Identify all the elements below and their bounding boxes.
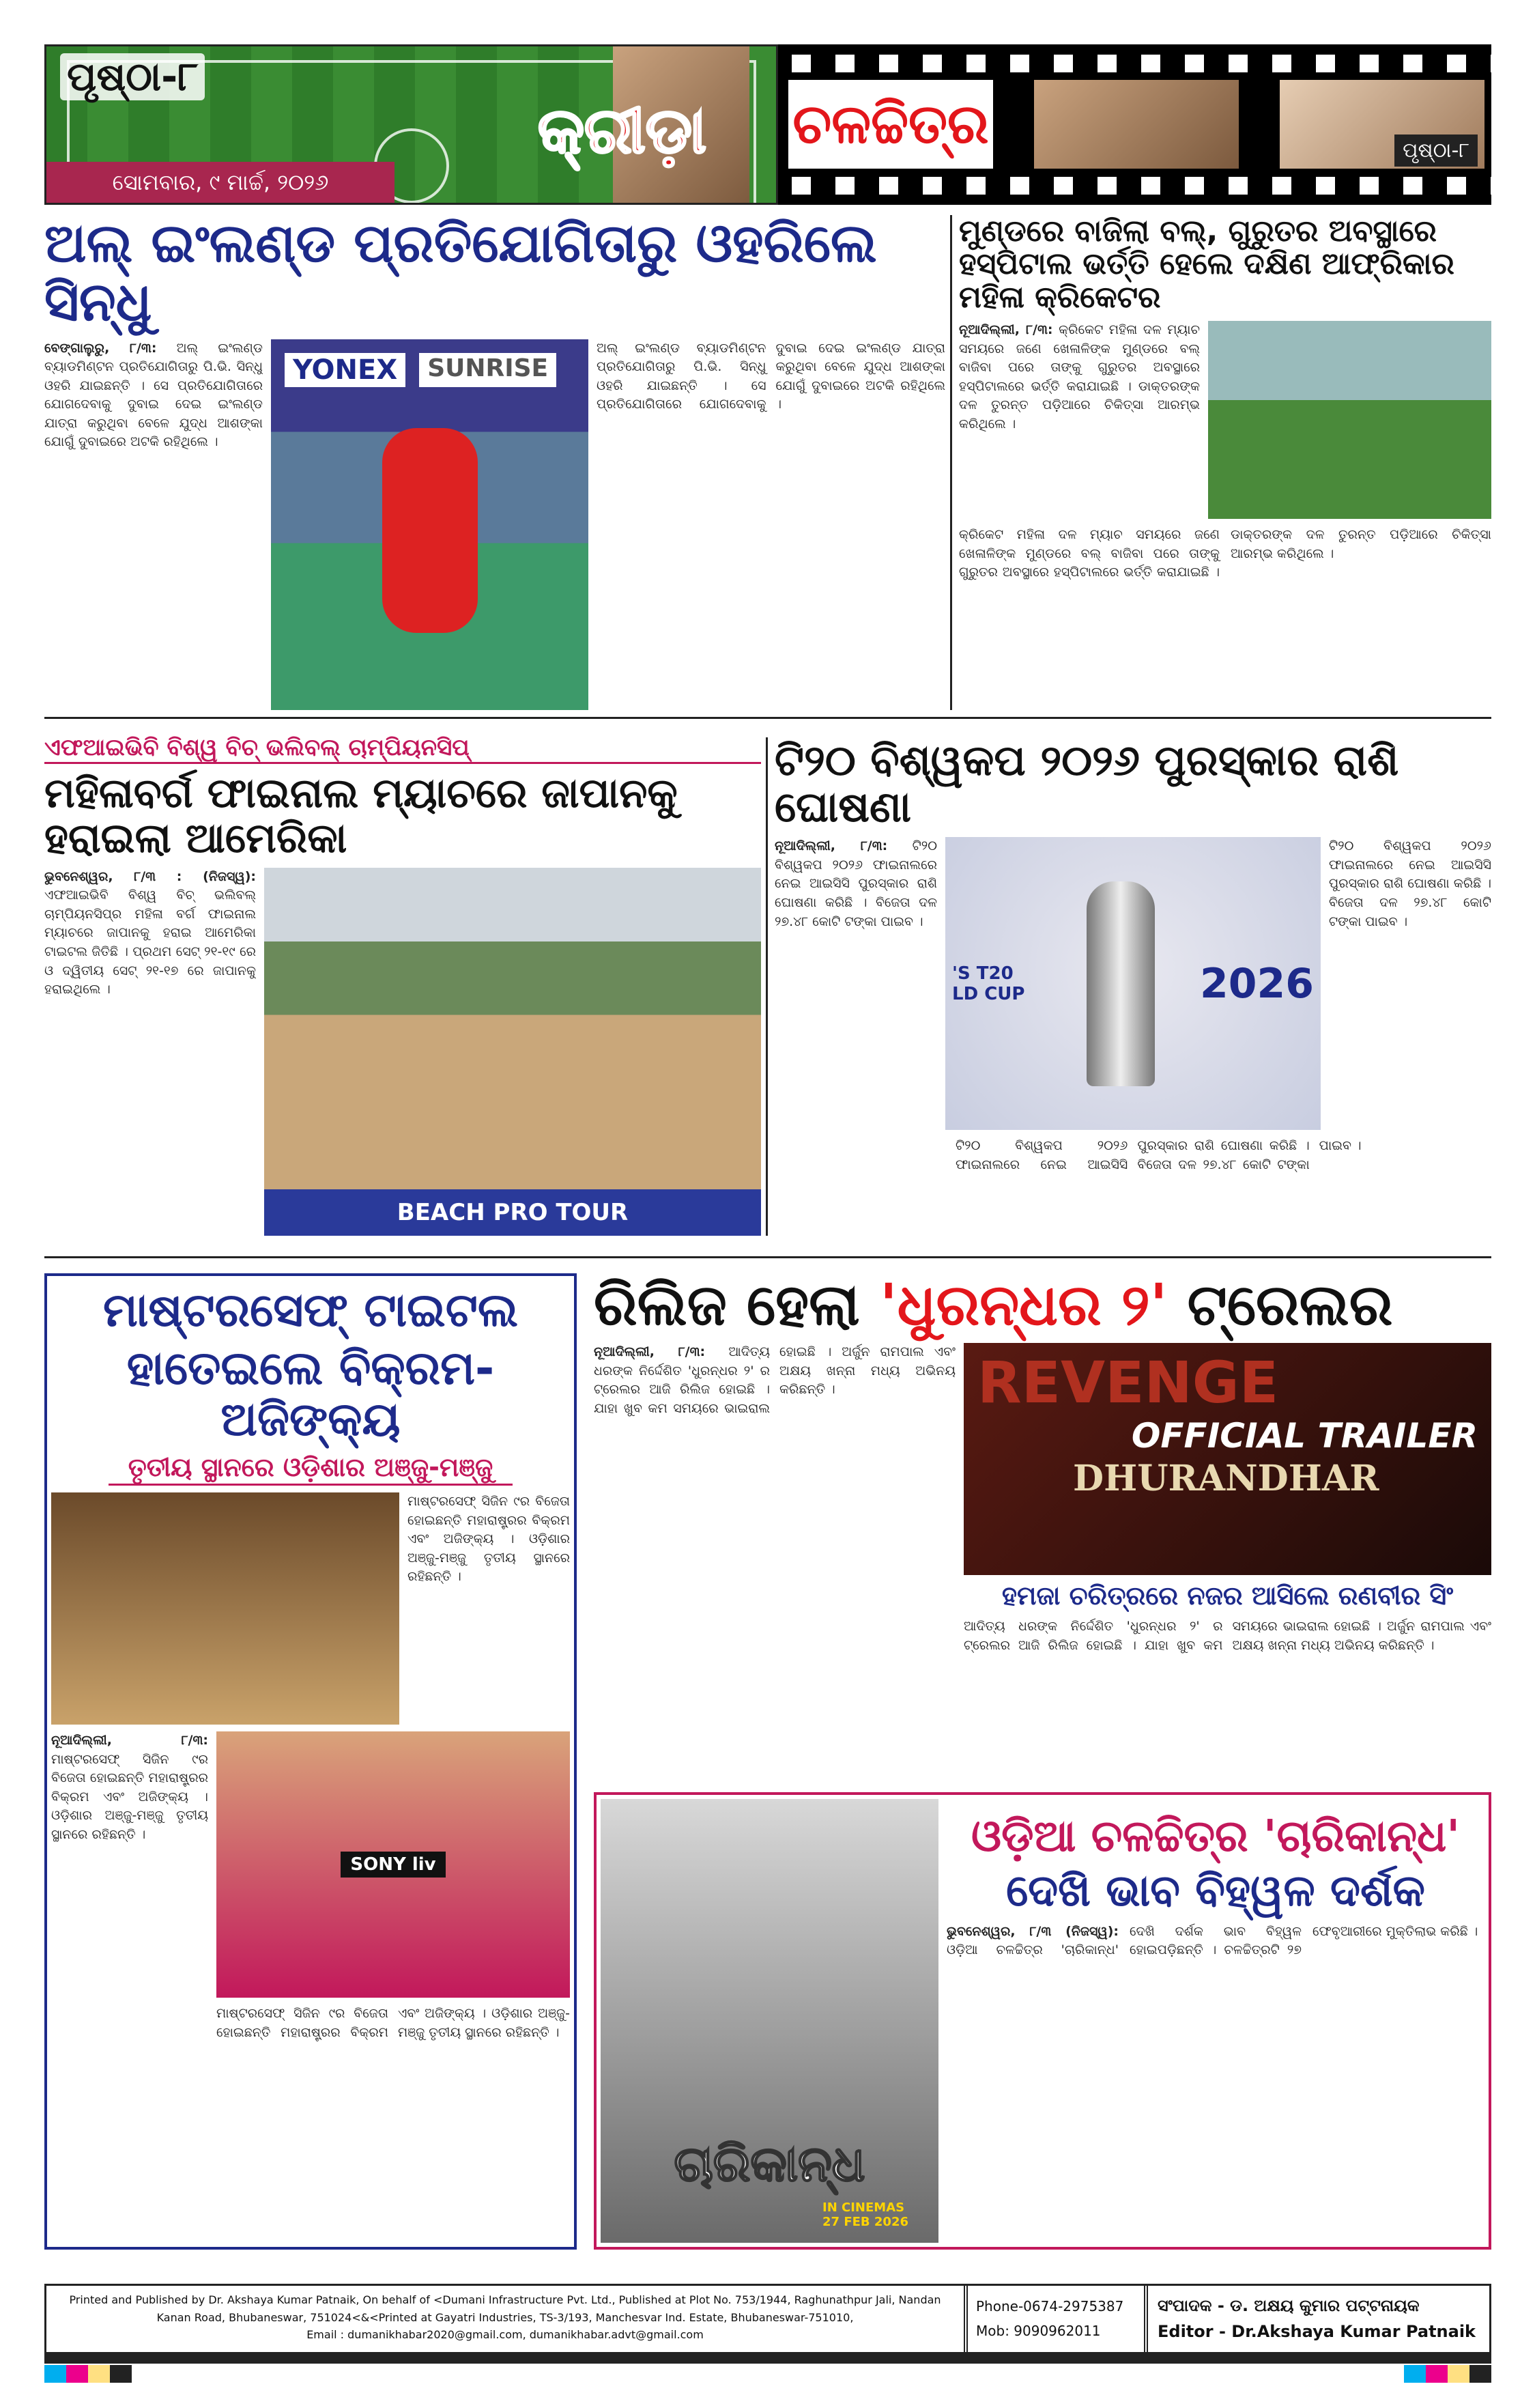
registration-magenta-right	[1426, 2365, 1448, 2383]
anju-manju-photo	[216, 1731, 570, 1998]
sony-liv-logo: SONY liv	[341, 1852, 445, 1878]
trophy-logo-text: 'S T20 LD CUP	[952, 963, 1025, 1004]
trailer-official-text: OFFICIAL TRAILER	[1131, 1415, 1478, 1456]
article-text: ଅଲ୍ ଇଂଲଣ୍ଡ ବ୍ୟାଡମିଣ୍ଟନ ପ୍ରତିଯୋଗିତାରୁ ପି.ଭି. ସିନ୍ଧୁ ଓହରି ଯାଇଛନ୍ତି । ସେ ପ୍ରତିଯୋଗିତାରେ ଯୋଗଦେବାକୁ ଦୁବାଇ ଦେଇ ଇଂଲଣ୍ଡ ଯାତ୍ରା କରୁଥିବା ବେଳେ ଯୁଦ୍ଧ ଆଶଙ୍କା ଯୋଗୁଁ ଦୁବାଇରେ ଅଟକି ରହିଥିଲେ ।	[44, 340, 263, 450]
registration-black	[110, 2365, 132, 2383]
imprint-footer	[44, 2284, 1491, 2354]
article-text: ଟି୨୦ ବିଶ୍ୱକପ ୨୦୨୬ ଫାଇନାଲରେ ନେଇ ଆଇସିସି ପୁରସ୍କାର ରାଶି ଘୋଷଣା କରିଛି । ବିଜେତା ଦଳ ୨୭.୪୮ କୋଟି ଟଙ୍କା ପାଇବ ।	[775, 838, 937, 929]
headline-sindhu: ଅଲ୍ ଇଂଲଣ୍ଡ ପ୍ରତିଯୋଗିତାରୁ ଓହରିଲେ ସିନ୍ଧୁ	[44, 213, 877, 333]
article-text: ଆଦିତ୍ୟ ଧରଙ୍କ ନିର୍ଦ୍ଦେଶିତ 'ଧୁରନ୍ଧର ୨' ର ଟ୍ରେଲର ଆଜି ରିଲିଜ ହୋଇଛି । ଯାହା ଖୁବ କମ ସମୟରେ ଭାଇରାଲ ହୋଇଛି । ଅର୍ଜୁନ ରାମପାଲ ଏବଂ ଅକ୍ଷୟ ଖନ୍ନା ମଧ୍ୟ ଅଭିନୟ କରିଛନ୍ତି ।	[594, 1344, 956, 1417]
headline-film-title: 'ଧୁରନ୍ଧର ୨'	[879, 1271, 1168, 1338]
article-dhurandhar-right: ଆଦିତ୍ୟ ଧରଙ୍କ ନିର୍ଦ୍ଦେଶିତ 'ଧୁରନ୍ଧର ୨' ର ଟ୍ରେଲର ଆଜି ରିଲିଜ ହୋଇଛି । ଯାହା ଖୁବ କମ ସମୟରେ ଭାଇରାଲ ହୋଇଛି । ଅର୍ଜୁନ ରାମପାଲ ଏବଂ ଅକ୍ଷୟ ଖନ୍ନା ମଧ୍ୟ ଅଭିନୟ କରିଛନ୍ତି ।	[964, 1618, 1491, 1653]
dateline: ନୂଆଦିଲ୍ଲୀ, ୮/୩:	[51, 1732, 208, 1748]
article-dhurandhar-top	[594, 1343, 956, 1772]
trophy-year: 2026	[1200, 959, 1314, 1008]
player-figure	[382, 428, 478, 633]
date-bar: ସୋମବାର, ୯ ମାର୍ଚ୍ଚ, ୨୦୨୬	[46, 162, 394, 203]
story-dhurandhar	[594, 1273, 1491, 1779]
article-masterchef-bottom: ମାଷ୍ଟରସେଫ୍ ସିଜିନ ୯ର ବିଜେତା ହୋଇଛନ୍ତି ମହାରାଷ୍ଟ୍ରର ବିକ୍ରମ ଏବଂ ଅଜିଙ୍କ୍ୟ । ଓଡ଼ିଶାର ଅଞ୍ଜୁ-ମଞ୍ଜୁ ତୃତୀୟ ସ୍ଥାନରେ ରହିଛନ୍ତି ।	[216, 2005, 570, 2040]
contact-block	[964, 2286, 1148, 2352]
masterchef-box	[44, 1273, 577, 2250]
yonex-banner: YONEX	[285, 353, 405, 387]
headline-dhurandhar	[594, 1273, 1491, 1336]
registration-cyan	[44, 2365, 66, 2383]
page-number-right: ପୃଷ୍ଠା-୮	[1394, 134, 1478, 167]
subhead-masterchef: ତୃତୀୟ ସ୍ଥାନରେ ଓଡ଼ିଶାର ଅଞ୍ଜୁ-ମଞ୍ଜୁ	[109, 1452, 513, 1486]
sunrise-banner: SUNRISE	[419, 353, 556, 387]
story-cricketer	[959, 215, 1491, 710]
imprint-email: Email : dumanikhabar2020@gmail.com, dumanikhabar.advt@gmail.com	[306, 2328, 704, 2342]
imprint-text	[46, 2286, 964, 2352]
mobile-number: Mob: 9090962011	[976, 2323, 1101, 2339]
charikandha-poster	[601, 1799, 938, 2243]
headline-charikandha-2: ଦେଖି ଭାବ ବିହ୍ୱଳ ଦର୍ଶକ	[1006, 1866, 1425, 1917]
story-beach-volleyball	[44, 734, 761, 1236]
film-strip-banner	[778, 44, 1491, 205]
registration-cyan-right	[1404, 2365, 1426, 2383]
film-holes-top	[778, 55, 1491, 72]
article-cricketer-bottom: କ୍ରିକେଟ ମହିଳା ଦଳ ମ୍ୟାଚ ସମୟରେ ଜଣେ ଖେଳାଳିଙ୍କ ମୁଣ୍ଡରେ ବଲ୍ ବାଜିବା ପରେ ତାଙ୍କୁ ଗୁରୁତର ଅବସ୍ଥାରେ ହସ୍ପିଟାଲରେ ଭର୍ତ୍ତି କରାଯାଇଛି । ଡାକ୍ତରଙ୍କ ଦଳ ତୁରନ୍ତ ପଡ଼ିଆରେ ଚିକିତ୍ସା ଆରମ୍ଭ କରିଥିଲେ ।	[959, 527, 1491, 580]
masterchef-winners-photo	[51, 1492, 399, 1725]
registration-black-right	[1469, 2365, 1491, 2383]
story-sindhu	[44, 215, 945, 710]
trailer-revenge-text: REVENGE	[977, 1349, 1279, 1417]
registration-magenta	[66, 2365, 88, 2383]
dateline: ନୂଆଦିଲ୍ଲୀ, ୮/୩:	[775, 838, 888, 854]
article-sindhu-col2: ଅଲ୍ ଇଂଲଣ୍ଡ ବ୍ୟାଡମିଣ୍ଟନ ପ୍ରତିଯୋଗିତାରୁ ପି.ଭି. ସିନ୍ଧୁ ଓହରି ଯାଇଛନ୍ତି । ସେ ପ୍ରତିଯୋଗିତାରେ ଯୋଗଦେବାକୁ ଦୁବାଇ ଦେଇ ଇଂଲଣ୍ଡ ଯାତ୍ରା କରୁଥିବା ବେଳେ ଯୁଦ୍ଧ ଆଶଙ୍କା ଯୋଗୁଁ ଦୁବାଇରେ ଅଟକି ରହିଥିଲେ ।	[597, 340, 945, 412]
headline-masterchef-2: ହାତେଇଲେ ବିକ୍ରମ-ଅଜିଙ୍କ୍ୟ	[126, 1341, 495, 1447]
trailer-title-text: DHURANDHAR	[1073, 1457, 1379, 1499]
dateline: ନୂଆଦିଲ୍ଲୀ, ୮/୩:	[594, 1344, 706, 1360]
editor-english: Editor - Dr.Akshaya Kumar Patnaik	[1158, 2322, 1476, 2342]
article-t20-bottom: ଟି୨୦ ବିଶ୍ୱକପ ୨୦୨୬ ଫାଇନାଲରେ ନେଇ ଆଇସିସି ପୁରସ୍କାର ରାଶି ଘୋଷଣା କରିଛି । ବିଜେତା ଦଳ ୨୭.୪୮ କୋଟି ଟଙ୍କା ପାଇବ ।	[956, 1138, 1362, 1172]
kicker-beach-volleyball: ଏଫଆଇଭିବି ବିଶ୍ୱ ବିଚ୍ ଭଲିବଲ୍ ଚାମ୍ପିୟନସିପ୍	[44, 734, 761, 764]
footer-area	[44, 2284, 1491, 2385]
headline-charikandha-1: ଓଡ଼ିଆ ଚଳଚ୍ଚିତ୍ର 'ଚାରିକାନ୍ଧ'	[971, 1811, 1460, 1862]
editor-odia: ସଂପାଦକ - ଡ. ଅକ୍ଷୟ କୁମାର ପଟ୍ଟନାୟକ	[1158, 2296, 1420, 2315]
dateline: ଭୁବନେଶ୍ୱର, ୮/୩ : (ନିଜସ୍ୱ):	[44, 868, 256, 884]
phone-number: Phone-0674-2975387	[976, 2298, 1124, 2314]
poster-release-date: IN CINEMAS 27 FEB 2026	[822, 2200, 908, 2229]
headline-masterchef-1: ମାଷ୍ଟରସେଫ୍ ଟାଇଟଲ	[102, 1284, 519, 1337]
section-title-film: ଚଳଚ୍ଚିତ୍ର	[788, 80, 993, 169]
story-t20-prize	[775, 737, 1491, 1236]
dateline: ଭୁବନେଶ୍ୱର, ୮/୩ (ନିଜସ୍ୱ):	[947, 1923, 1119, 1939]
article-cricketer-top	[959, 321, 1200, 519]
headline-beach-volleyball: ମହିଳାବର୍ଗ ଫାଇନାଲ ମ୍ୟାଚରେ ଜାପାନକୁ ହରାଇଲା ଆମେରିକା	[44, 769, 678, 862]
article-beach-volleyball	[44, 868, 256, 1236]
dateline: ନୂଆଦିଲ୍ଲୀ, ୮/୩:	[959, 322, 1053, 338]
charikandha-box	[594, 1792, 1491, 2250]
article-t20-right: ଟି୨୦ ବିଶ୍ୱକପ ୨୦୨୬ ଫାଇନାଲରେ ନେଇ ଆଇସିସି ପୁରସ୍କାର ରାଶି ଘୋଷଣା କରିଛି । ବିଜେତା ଦଳ ୨୭.୪୮ କୋଟି ଟଙ୍କା ପାଇବ ।	[1329, 838, 1491, 929]
sindhu-photo	[271, 339, 588, 710]
dhurandhar-trailer-image	[964, 1343, 1491, 1575]
article-text: ମାଷ୍ଟରସେଫ୍ ସିଜିନ ୯ର ବିଜେତା ହୋଇଛନ୍ତି ମହାରାଷ୍ଟ୍ରର ବିକ୍ରମ ଏବଂ ଅଜିଙ୍କ୍ୟ । ଓଡ଼ିଶାର ଅଞ୍ଜୁ-ମଞ୍ଜୁ ତୃତୀୟ ସ୍ଥାନରେ ରହିଛନ୍ତି ।	[51, 1751, 208, 1842]
page-number: ପୃଷ୍ଠା-୮	[60, 53, 205, 100]
sports-banner	[44, 44, 778, 205]
headline-suffix: ଟ୍ରେଲର	[1187, 1271, 1393, 1338]
registration-yellow-right	[1448, 2365, 1469, 2383]
article-masterchef-right: ମାଷ୍ଟରସେଫ୍ ସିଜିନ ୯ର ବିଜେତା ହୋଇଛନ୍ତି ମହାରାଷ୍ଟ୍ରର ବିକ୍ରମ ଏବଂ ଅଜିଙ୍କ୍ୟ । ଓଡ଼ିଶାର ଅଞ୍ଜୁ-ମଞ୍ଜୁ ତୃତୀୟ ସ୍ଥାନରେ ରହିଛନ୍ତି ।	[407, 1493, 570, 1585]
headline-t20-prize: ଟି୨୦ ବିଶ୍ୱକପ ୨୦୨୬ ପୁରସ୍କାର ରାଶି ଘୋଷଣା	[775, 735, 1399, 832]
imprint-line-1: Printed and Published by Dr. Akshaya Kumar Patnaik, On behalf of <Dumani Infrastructure Pvt. Ltd., Published at Plot No. 753/1944, Raghunathpur Jali, Nandan	[69, 2293, 941, 2306]
film-holes-bottom	[778, 177, 1491, 195]
article-t20-left	[775, 837, 937, 1130]
editor-block	[1148, 2286, 1489, 2352]
headline-cricketer: ମୁଣ୍ଡରେ ବାଜିଲା ବଲ୍, ଗୁରୁତର ଅବସ୍ଥାରେ ହସ୍ପିଟାଲ ଭର୍ତ୍ତି ହେଲେ ଦକ୍ଷିଣ ଆଫ୍ରିକାର ମହିଳା କ୍ରିକେଟର	[959, 214, 1454, 315]
cricketer-injury-photo	[1208, 321, 1491, 519]
imprint-line-2: Kanan Road, Bhubaneswar, 751024<&<Printed at Gayatri Industries, TS-3/193, Manchesvar Ind. Estate, Bhubaneswar-751010,	[156, 2310, 854, 2324]
article-sindhu-col1	[44, 339, 263, 710]
beach-volleyball-photo	[264, 868, 761, 1236]
actress-photo-1	[1034, 80, 1239, 169]
article-text: ଓଡ଼ିଆ ଚଳଚ୍ଚିତ୍ର 'ଚାରିକାନ୍ଧ' ଦେଖି ଦର୍ଶକ ଭାବ ବିହ୍ୱଳ ହୋଇପଡ଼ିଛନ୍ତି । ଚଳଚ୍ଚିତ୍ରଟି ୨୭ ଫେବୃଆରୀରେ ମୁକ୍ତିଲାଭ କରିଛି ।	[947, 1923, 1478, 1958]
dateline: ବେଙ୍ଗାଲୁରୁ, ୮/୩:	[44, 340, 157, 356]
section-title-sports: କ୍ରୀଡ଼ା	[538, 94, 706, 167]
headline-prefix: ରିଲିଜ ହେଲା	[594, 1271, 860, 1338]
t20-trophy-photo	[945, 837, 1321, 1130]
poster-title: ଚାରିକାନ୍ଧ	[674, 2134, 865, 2192]
article-text: କ୍ରିକେଟ ମହିଳା ଦଳ ମ୍ୟାଚ ସମୟରେ ଜଣେ ଖେଳାଳିଙ୍କ ମୁଣ୍ଡରେ ବଲ୍ ବାଜିବା ପରେ ତାଙ୍କୁ ଗୁରୁତର ଅବସ୍ଥାରେ ହସ୍ପିଟାଲରେ ଭର୍ତ୍ତି କରାଯାଇଛି । ଡାକ୍ତରଙ୍କ ଦଳ ତୁରନ୍ତ ପଡ଼ିଆରେ ଚିକିତ୍ସା ଆରମ୍ଭ କରିଥିଲେ ।	[959, 322, 1200, 431]
article-charikandha	[947, 1923, 1484, 2243]
trailer-caption: ହମଜା ଚରିତ୍ରରେ ନଜର ଆସିଲେ ରଣବୀର ସିଂ	[1001, 1581, 1454, 1611]
article-text: ଏଫଆଇଭିବି ବିଶ୍ୱ ବିଚ୍ ଭଲିବଲ୍ ଚାମ୍ପିୟନସିପ୍ର ମହିଳା ବର୍ଗ ଫାଇନାଲ ମ୍ୟାଚରେ ଜାପାନକୁ ହରାଇ ଆମେରିକା ଟାଇଟଲ ଜିତିଛି । ପ୍ରଥମ ସେଟ୍ ୨୧-୧୯ ରେ ଓ ଦ୍ୱିତୀୟ ସେଟ୍ ୨୧-୧୭ ରେ ଜାପାନକୁ ହରାଇଥିଲେ ।	[44, 888, 256, 997]
article-masterchef-left	[51, 1731, 208, 2243]
beach-pro-tour-banner: BEACH PRO TOUR	[264, 1189, 761, 1236]
trophy-icon	[1087, 881, 1155, 1086]
registration-yellow	[88, 2365, 110, 2383]
